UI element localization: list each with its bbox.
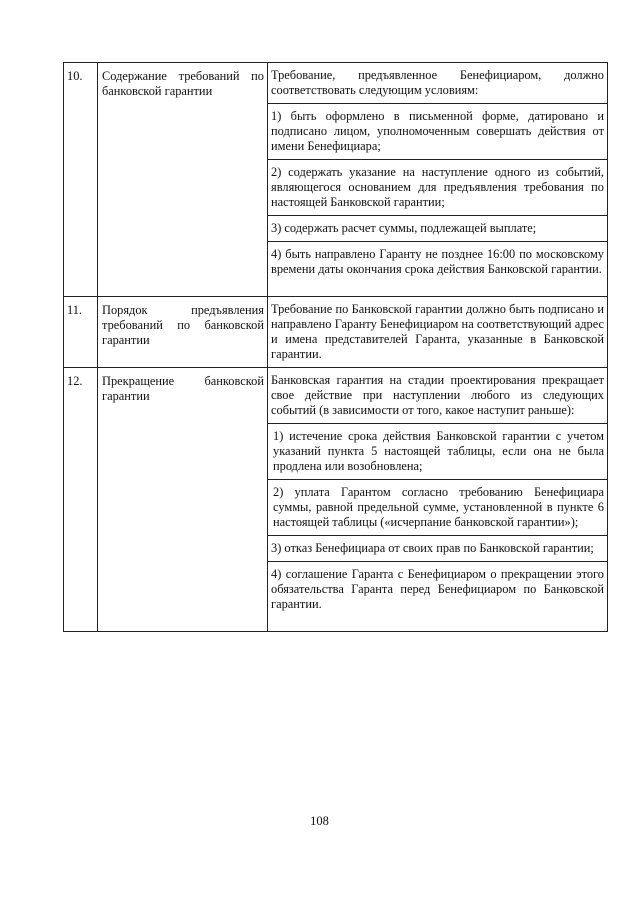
row-number: 12. [64, 368, 98, 632]
paragraph: 2) содержать указание на наступление одного из событий, являющегося основанием для предъявления требования по настоящей Банковской гарантии; [268, 159, 607, 215]
paragraph: 4) быть направлено Гаранту не позднее 16:00 по московскому времени даты окончания срока действия Банковской гарантии. [268, 241, 607, 296]
paragraph: 4) соглашение Гаранта с Бенефициаром о прекращении этого обязательства Гаранта перед Бенефициаром по Банковской гарантии. [268, 561, 607, 631]
table-row [64, 63, 608, 297]
row-title: Содержание требований по банковской гарантии [98, 63, 268, 297]
paragraph: 3) отказ Бенефициара от своих прав по Банковской гарантии; [268, 535, 607, 561]
table-row [64, 368, 608, 632]
row-number: 10. [64, 63, 98, 297]
table-row [64, 297, 608, 368]
paragraph: Требование по Банковской гарантии должно быть подписано и направлено Гаранту Бенефициаром на соответствующий адрес и имена представителей Гаранта, указанные в Банковской гарантии. [271, 302, 604, 361]
row-title: Порядок предъявления требований по банковской гарантии [98, 297, 268, 368]
row-number: 11. [64, 297, 98, 368]
row-content [268, 63, 608, 297]
paragraph: 3) содержать расчет суммы, подлежащей выплате; [268, 215, 607, 241]
paragraph: Требование, предъявленное Бенефициаром, должно соответствовать следующим условиям: [271, 68, 604, 97]
row-content [268, 297, 608, 368]
guarantee-terms-table [63, 62, 608, 632]
row-title: Прекращение банковской гарантии [98, 368, 268, 632]
row-content [268, 368, 608, 632]
paragraph: Банковская гарантия на стадии проектирования прекращает свое действие при наступлении любого из следующих событий (в зависимости от того, какое наступит раньше): [271, 373, 604, 417]
paragraph: 1) истечение срока действия Банковской гарантии с учетом указаний пункта 5 настоящей таблицы, если она не была продлена или возобновлена; [268, 423, 607, 479]
paragraph: 1) быть оформлено в письменной форме, датировано и подписано лицом, уполномоченным совершать действия от имени Бенефициара; [268, 103, 607, 159]
paragraph: 2) уплата Гарантом согласно требованию Бенефициара суммы, равной предельной сумме, установленной в пункте 6 настоящей таблицы («исчерпание банковской гарантии»); [268, 479, 607, 535]
page-number: 108 [310, 814, 329, 828]
